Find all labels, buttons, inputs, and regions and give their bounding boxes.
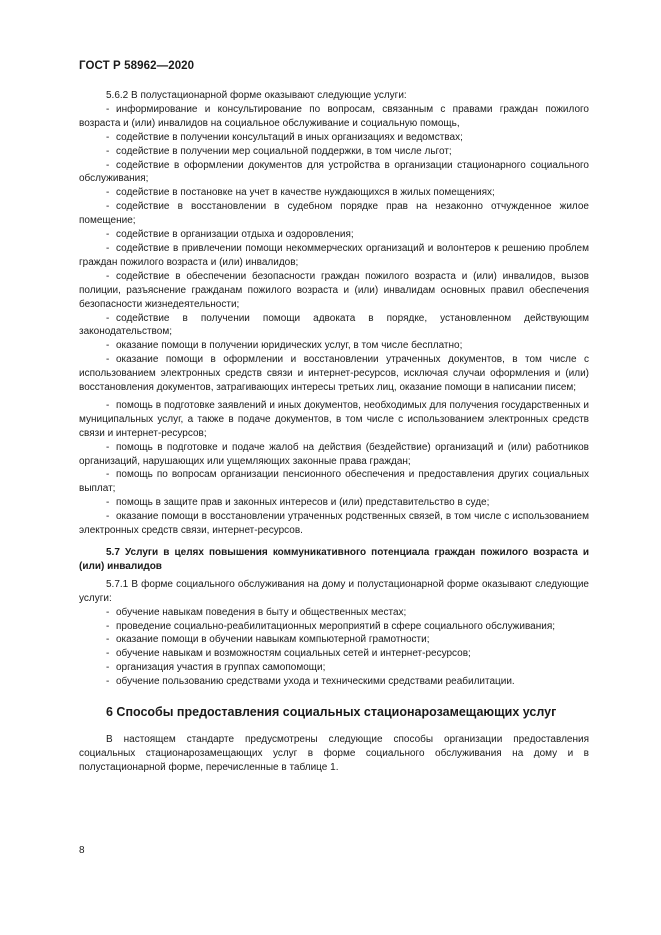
- list-marker: -: [106, 469, 110, 481]
- section-5-7-1-list: [79, 606, 589, 689]
- list-marker: -: [106, 634, 110, 646]
- list-item: - информирование и консультирование по вопросам, связанным с правами граждан пожилого возраста и (или) инвалидов на социальное обслуживание и социальную помощь,: [79, 103, 589, 129]
- list-item: - оказание помощи в оформлении и восстановлении утраченных документов, в том числе с использованием электронных средств связи и интернет-ресурсов, исключая случаи оформления и (или) восстановления документов, затрагивающих интересы третьих лиц, оказание помощи в написании писем;: [79, 354, 589, 394]
- list-item: - обучение пользованию средствами ухода и техническими средствами реабилитации.: [106, 676, 515, 688]
- list-marker: -: [106, 662, 110, 674]
- list-marker: -: [106, 606, 110, 618]
- section-5-6-2-intro: 5.6.2 В полустационарной форме оказывают следующие услуги:: [106, 90, 407, 101]
- list-marker: -: [106, 159, 110, 171]
- list-item: - содействие в получении помощи адвоката в порядке, установленном действующим законодательством;: [79, 312, 589, 338]
- list-marker: -: [106, 270, 110, 282]
- list-marker: -: [106, 648, 110, 660]
- document-header: ГОСТ Р 58962—2020: [79, 60, 195, 72]
- list-item: - оказание помощи в получении юридических услуг, в том числе бесплатно;: [106, 340, 463, 352]
- list-marker: -: [106, 354, 110, 366]
- list-marker: -: [106, 131, 110, 143]
- list-item: - оказание помощи в обучении навыкам компьютерной грамотности;: [106, 634, 430, 646]
- page-number: 8: [79, 845, 85, 856]
- list-item: - содействие в обеспечении безопасности граждан пожилого возраста и (или) инвалидов, вызов полиции, разъяснение гражданам пожилого возраста и (или) инвалидам основных правил обеспечения безопасности жизнедеятельности;: [79, 270, 589, 310]
- section-6-heading: 6 Способы предоставления социальных стационарозамещающих услуг: [106, 705, 557, 720]
- list-item: - содействие в получении консультаций в иных организациях и ведомствах;: [106, 131, 463, 143]
- list-item: - содействие в получении мер социальной поддержки, в том числе льгот;: [106, 145, 452, 157]
- list-marker: -: [106, 103, 110, 115]
- list-marker: -: [106, 511, 110, 523]
- list-item: - организация участия в группах самопомощи;: [106, 662, 326, 674]
- list-marker: -: [106, 441, 110, 453]
- list-item: - содействие в восстановлении в судебном порядке прав на незаконно отчужденное жилое помещение;: [79, 201, 589, 227]
- list-marker: -: [106, 620, 110, 632]
- section-6-text: В настоящем стандарте предусмотрены следующие способы организации предоставления социальных стационарозамещающих услуг в форме социального обслуживания на дому и в полустационарной форме, перечисленные в таблице 1.: [79, 734, 589, 773]
- list-item: - обучение навыкам поведения в быту и общественных местах;: [106, 606, 407, 618]
- section-5-7-heading: 5.7 Услуги в целях повышения коммуникативного потенциала граждан пожилого возраста и (или) инвалидов: [79, 547, 589, 572]
- list-item: - проведение социально-реабилитационных мероприятий в сфере социального обслуживания;: [106, 620, 556, 632]
- list-item: - оказание помощи в восстановлении утраченных родственных связей, в том числе с использованием электронных средств связи, интернет-ресурсов.: [79, 511, 589, 537]
- list-item: - обучение навыкам и возможностям социальных сетей и интернет-ресурсов;: [106, 648, 471, 660]
- list-marker: -: [106, 497, 110, 509]
- section-5-7-1-intro: 5.7.1 В форме социального обслуживания на дому и полустационарной форме оказывают следующие услуги:: [79, 578, 589, 604]
- document-body: [79, 89, 589, 775]
- list-marker: -: [106, 312, 110, 324]
- list-marker: -: [106, 201, 110, 213]
- list-marker: -: [106, 242, 110, 254]
- list-item: - помощь в подготовке заявлений и иных документов, необходимых для получения государственных и муниципальных услуг, а также в подаче документов, в том числе с использованием электронных средств связи и интернет-ресурсов;: [79, 399, 589, 439]
- list-marker: -: [106, 340, 110, 352]
- list-marker: -: [106, 187, 110, 199]
- list-item: - помощь по вопросам организации пенсионного обеспечения и предоставления других социальных выплат;: [79, 469, 589, 495]
- list-item: - содействие в организации отдыха и оздоровления;: [106, 229, 354, 241]
- list-marker: -: [106, 229, 110, 241]
- list-marker: -: [106, 676, 110, 688]
- section-5-6-2-list: [79, 103, 589, 538]
- list-item: - содействие в постановке на учет в качестве нуждающихся в жилых помещениях;: [106, 187, 495, 199]
- list-item: - содействие в привлечении помощи некоммерческих организаций и волонтеров к решению проблем граждан пожилого возраста и (или) инвалидов;: [79, 242, 589, 268]
- list-item: - помощь в защите прав и законных интересов и (или) представительство в суде;: [106, 497, 490, 509]
- list-item: - содействие в оформлении документов для устройства в организации стационарного социального обслуживания;: [79, 159, 589, 185]
- list-marker: -: [106, 145, 110, 157]
- list-item: - помощь в подготовке и подаче жалоб на действия (бездействие) организаций и (или) работников организаций, нарушающих или ущемляющих законные права граждан;: [79, 441, 589, 467]
- list-marker: -: [106, 399, 110, 411]
